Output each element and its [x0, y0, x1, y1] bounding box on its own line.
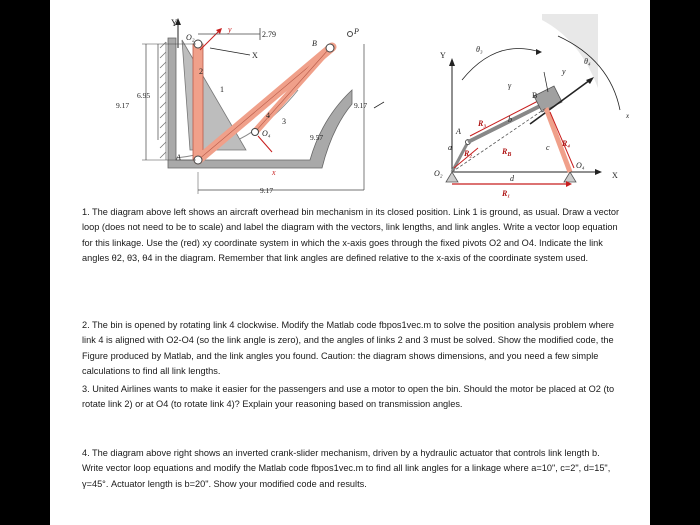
right-label-o2: O₂ — [434, 169, 443, 178]
theta3-arc — [462, 49, 540, 81]
label-dim-left-outer: 9.17 — [116, 101, 130, 110]
right-label-rb-sub: B — [507, 152, 512, 158]
right-x-arrow — [595, 169, 602, 175]
right-label-rb-main: R — [502, 147, 508, 156]
crank-slider-diagram — [434, 14, 630, 198]
ground-o4 — [564, 172, 576, 182]
label-dim-top: 2.79 — [262, 30, 276, 39]
label-red-x: x — [272, 168, 276, 177]
right-bg-panel — [542, 14, 598, 88]
x-axis-line — [210, 48, 250, 55]
right-label-rb — [501, 147, 511, 158]
label-link-4: 4 — [266, 111, 270, 120]
right-small-y-axis — [544, 72, 548, 92]
label-red-y: y — [228, 25, 232, 34]
right-label-b-point: B — [532, 91, 538, 100]
label-dim-bottom: 9.17 — [260, 186, 274, 195]
right-label-gamma: γ — [508, 81, 512, 90]
label-link-3: 3 — [282, 117, 286, 126]
right-y-arrow — [449, 58, 455, 66]
label-o4: O₄ — [262, 129, 271, 138]
right-label-x-small: x — [626, 112, 630, 120]
right-label-r1: R₁ — [502, 189, 511, 198]
right-label-y-small: y — [562, 67, 566, 76]
label-dim-right: 9.17 — [354, 101, 368, 110]
right-label-b-len: b — [508, 115, 512, 124]
pivot-o4 — [252, 129, 259, 136]
question-4: 4. The diagram above right shows an inverted crank-slider mechanism, driven by a hydraulic actuator that controls link length b. Write vector loop equations and modify the Matlab code fbpos1vec.m to find all link angles for a linkage where a=10", c=2", d=15", γ=45°. Actuator length is b=20". Show your modified code and results. — [82, 448, 611, 489]
label-link-1: 1 — [220, 85, 224, 94]
label-y-axis: Y — [171, 18, 178, 28]
pivot-b — [326, 44, 334, 52]
red-y-axis — [200, 30, 220, 50]
right-label-theta3: θ₃ — [476, 45, 483, 54]
label-dim-diag: 9.57 — [310, 133, 324, 142]
label-link-2: 2 — [199, 67, 203, 76]
overhead-bin-diagram — [50, 0, 650, 200]
pivot-p — [348, 32, 353, 37]
right-label-y-axis: Y — [440, 51, 446, 60]
label-o2: O₂ — [186, 33, 195, 42]
right-label-r4: R₄ — [562, 139, 571, 148]
right-label-d: d — [510, 174, 514, 183]
document-page — [50, 0, 650, 525]
right-label-theta4: θ₄ — [584, 57, 591, 66]
question-2: 2. The bin is opened by rotating link 4 clockwise. Modify the Matlab code fbpos1vec.m to solve the position analysis problem where link 4 is aligned with O2-O4 (so the link angle is zero), and the angles of links 2 and 3 must be solved. Show the modified code, the Figure produced by Matlab, and the link angles you found. Caution: the diagram shows dimensions, and you need a few simple calculations to find all link lengths. — [82, 320, 614, 377]
question-1: 1. The diagram above left shows an aircraft overhead bin mechanism in its closed position. Link 1 is ground, as usual. Draw a vector loop (does not need to be to scale) and label the diagram with the vectors, link lengths, and link angles. Write a vector loop equation for this linkage. Use the (red) xy coordinate system in which the x-axis goes through the fixed pivots O2 and O4. Indicate the link angles θ2, θ3, θ4 in the diagram. Remember that link angles are defined relative to the x-axis of the coordinate system used. — [82, 207, 620, 264]
link-2 — [193, 44, 203, 160]
right-label-o4: O₄ — [576, 161, 585, 170]
label-b: B — [312, 39, 317, 48]
right-label-r2: R₂ — [464, 149, 473, 158]
vector-r3 — [470, 100, 540, 136]
right-label-x-axis: X — [612, 171, 618, 180]
dim-right-arrow — [374, 102, 384, 108]
ground-o2 — [446, 172, 458, 182]
label-dim-left-inner: 6.95 — [137, 91, 151, 100]
question-3: 3. United Airlines wants to make it easier for the passengers and use a motor to open the bin. Should the motor be placed at O2 (to rotate link 2) or at O4 (to rotate link 4)? Explain your reasoning based on transmission angles. — [82, 384, 615, 410]
label-x-axis: X — [252, 51, 258, 60]
right-label-a-len: a — [448, 143, 452, 152]
right-label-c-len: c — [546, 143, 550, 152]
theta3-arrow — [536, 49, 542, 55]
red-x-axis — [258, 136, 272, 152]
right-label-r3: R₃ — [478, 119, 487, 128]
ground-wall-hatch — [160, 42, 166, 160]
label-p: P — [354, 27, 359, 36]
right-label-a-point: A — [456, 127, 461, 136]
label-a: A — [176, 153, 181, 162]
